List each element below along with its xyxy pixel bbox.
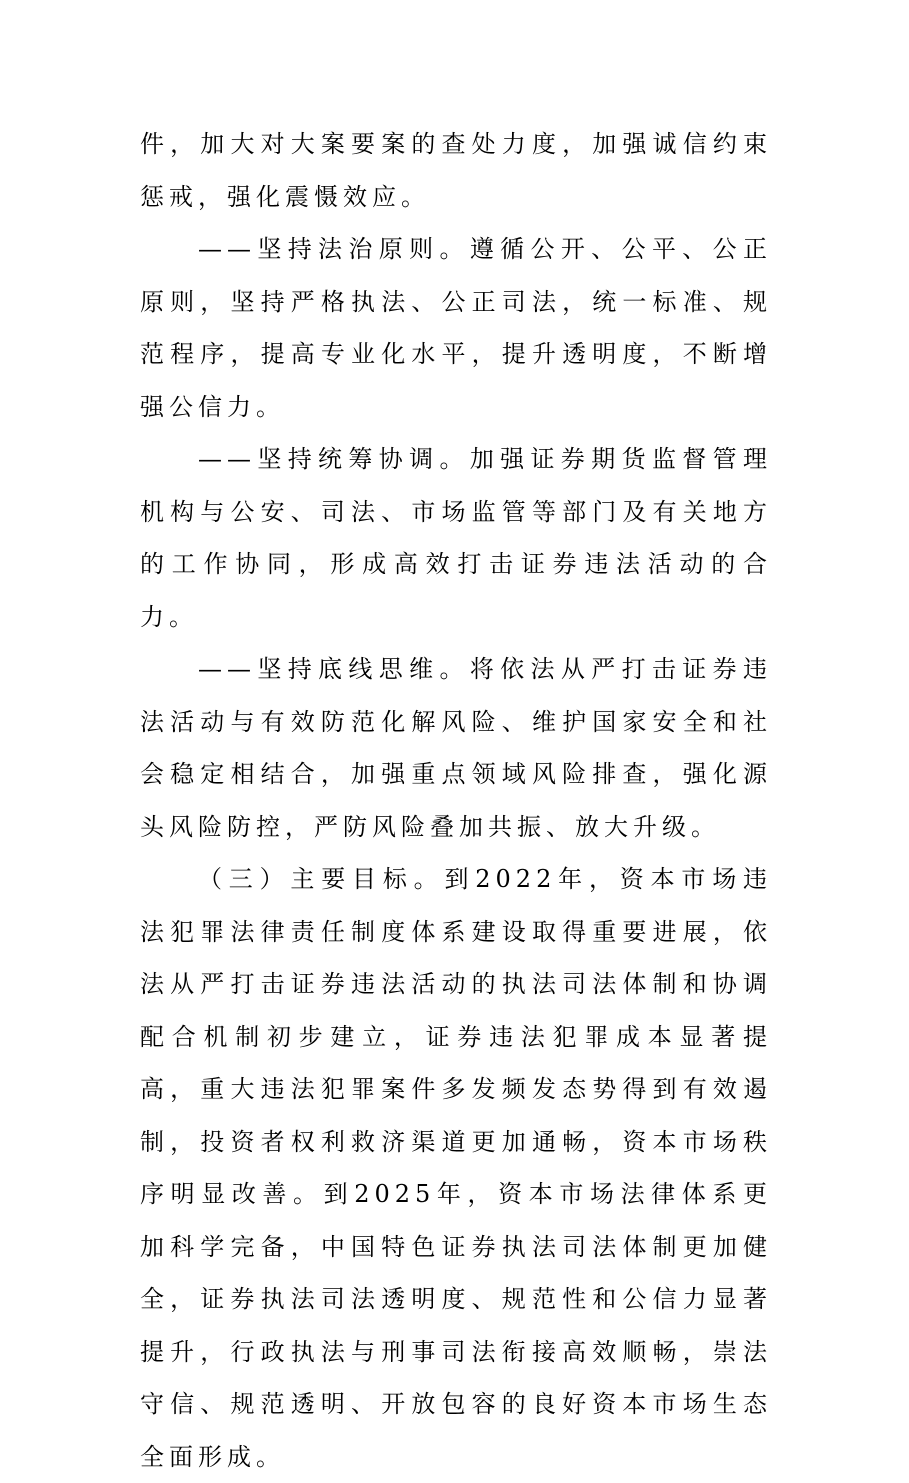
paragraph-coordination: ——坚持统筹协调。加强证券期货监督管理机构与公安、司法、市场监管等部门及有关地方的工作协同，形成高效打击证券违法活动的合力。 <box>140 445 772 631</box>
paragraph-bottom-line: ——坚持底线思维。将依法从严打击证券违法活动与有效防范化解风险、维护国家安全和社会稳定相结合，加强重点领域风险排查，强化源头风险防控，严防风险叠加共振、放大升级。 <box>140 655 772 841</box>
paragraph-rule-of-law: ——坚持法治原则。遵循公开、公平、公正原则，坚持严格执法、公正司法，统一标准、规范程序，提高专业化水平，提升透明度，不断增强公信力。 <box>140 235 772 421</box>
paragraph-continuation: 件，加大对大案要案的查处力度，加强诚信约束惩戒，强化震慑效应。 <box>140 130 772 211</box>
paragraph-main-goals: （三）主要目标。到2022年，资本市场违法犯罪法律责任制度体系建设取得重要进展，依法从严打击证券违法活动的执法司法体制和协调配合机制初步建立，证券违法犯罪成本显著提高，重大违法犯罪案件多发频发态势得到有效遏制，投资者权利救济渠道更加通畅，资本市场秩序明显改善。到2025年，资本市场法律体系更加科学完备，中国特色证券执法司法体制更加健全，证券执法司法透明度、规范性和公信力显著提升，行政执法与刑事司法衔接高效顺畅，崇法守信、规范透明、开放包容的良好资本市场生态全面形成。 <box>140 865 772 1471</box>
document-page <box>140 118 772 1483</box>
